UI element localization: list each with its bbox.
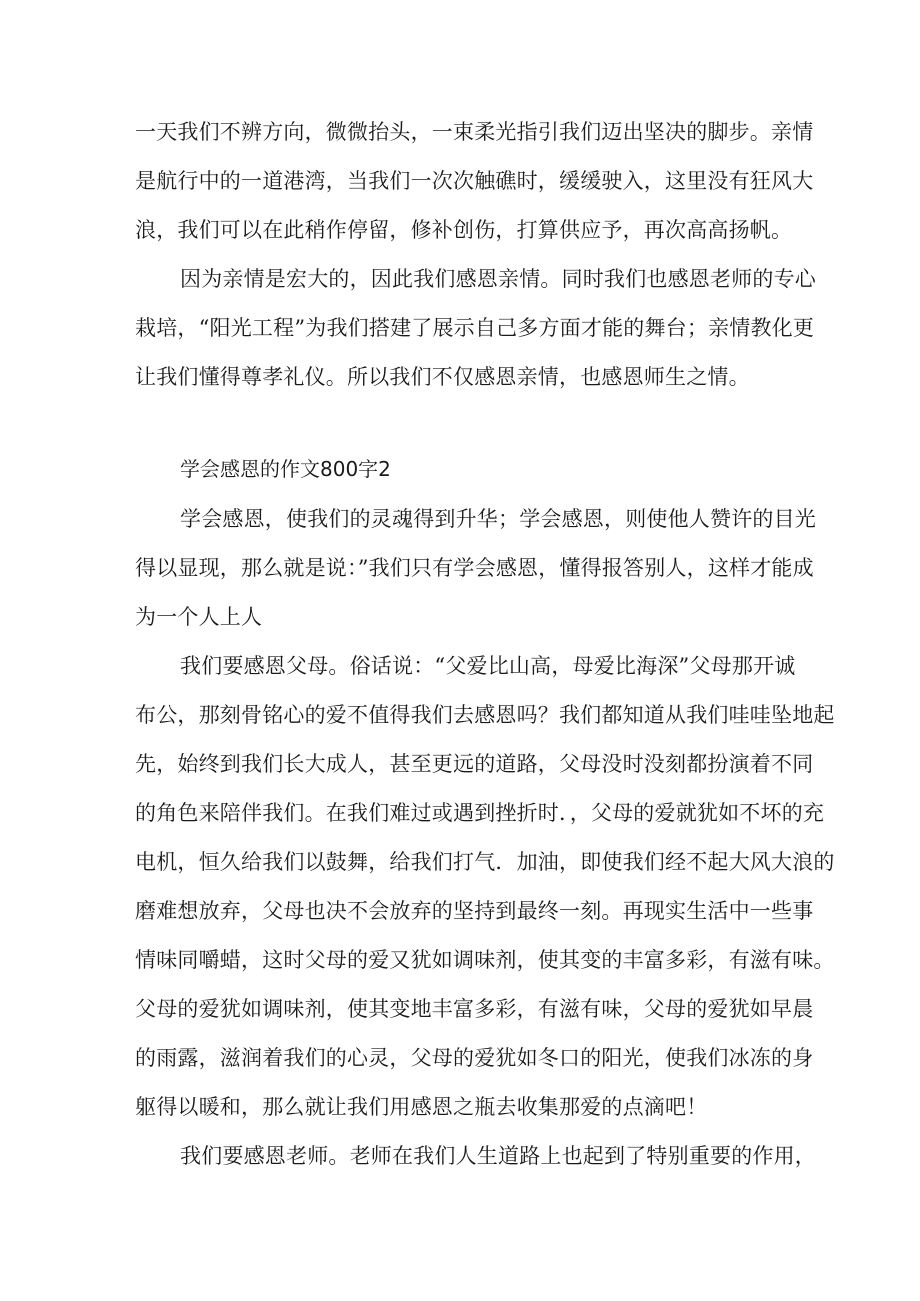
- paragraph-4-line-6: 磨难想放弃，父母也决不会放弃的坚持到最终一刻。再现实生活中一些事: [135, 899, 814, 923]
- paragraph-1-line-2: 是航行中的一道港湾，当我们一次次触礁时，缓缓驶入，这里没有狂风大: [135, 169, 814, 193]
- section-heading: 学会感恩的作文800字2: [180, 457, 391, 481]
- paragraph-4-line-4: 的角色来陪伴我们。在我们难过或遇到挫折时．，父母的爱就犹如不坏的充: [135, 801, 825, 825]
- paragraph-4-line-10: 躯得以暖和，那么就让我们用感恩之瓶去收集那爱的点滴吧！: [135, 1095, 708, 1119]
- paragraph-4-line-8: 父母的爱犹如调味剂，使其变地丰富多彩，有滋有味，父母的爱犹如早晨: [135, 997, 814, 1021]
- paragraph-5-line-1: 我们要感恩老师。老师在我们人生道路上也起到了特别重要的作用，: [180, 1144, 816, 1168]
- paragraph-3-line-1: 学会感恩，使我们的灵魂得到升华；学会感恩，则使他人赞许的目光: [180, 507, 816, 531]
- paragraph-3-line-3: 为一个人上人: [135, 605, 263, 629]
- paragraph-4-line-7: 情味同嚼蜡，这时父母的爱又犹如调味剂，使其变的丰富多彩，有滋有味。: [135, 948, 835, 972]
- paragraph-2-line-1: 因为亲情是宏大的，因此我们感恩亲情。同时我们也感恩老师的专心: [180, 267, 816, 291]
- paragraph-4-line-2: 布公，那刻骨铭心的爱不值得我们去感恩吗？我们都知道从我们哇哇坠地起: [135, 703, 835, 727]
- paragraph-4-line-5: 电机，恒久给我们以鼓舞，给我们打气．加油，即使我们经不起大风大浪的: [135, 850, 835, 874]
- paragraph-1-line-3: 浪，我们可以在此稍作停留，修补创伤，打算供应予，再次高高扬帆。: [135, 218, 793, 242]
- paragraph-3-line-2: 得以显现，那么就是说：”我们只有学会感恩，懂得报答别人，这样才能成: [135, 556, 814, 580]
- paragraph-4-line-9: 的雨露，滋润着我们的心灵，父母的爱犹如冬口的阳光，使我们冰冻的身: [135, 1046, 814, 1070]
- paragraph-4-line-1: 我们要感恩父母。俗话说：“父爱比山高，母爱比海深”父母那开诚: [180, 654, 796, 678]
- paragraph-4-line-3: 先，始终到我们长大成人，甚至更远的道路，父母没时没刻都扮演着不同: [135, 752, 814, 776]
- paragraph-1-line-1: 一天我们不辨方向，微微抬头，一束柔光指引我们迈出坚决的脚步。亲情: [135, 120, 814, 144]
- paragraph-2-line-2: 栽培，“阳光工程”为我们搭建了展示自己多方面才能的舞台；亲情教化更: [135, 316, 815, 340]
- paragraph-2-line-3: 让我们懂得尊孝礼仪。所以我们不仅感恩亲情，也感恩师生之情。: [135, 365, 750, 389]
